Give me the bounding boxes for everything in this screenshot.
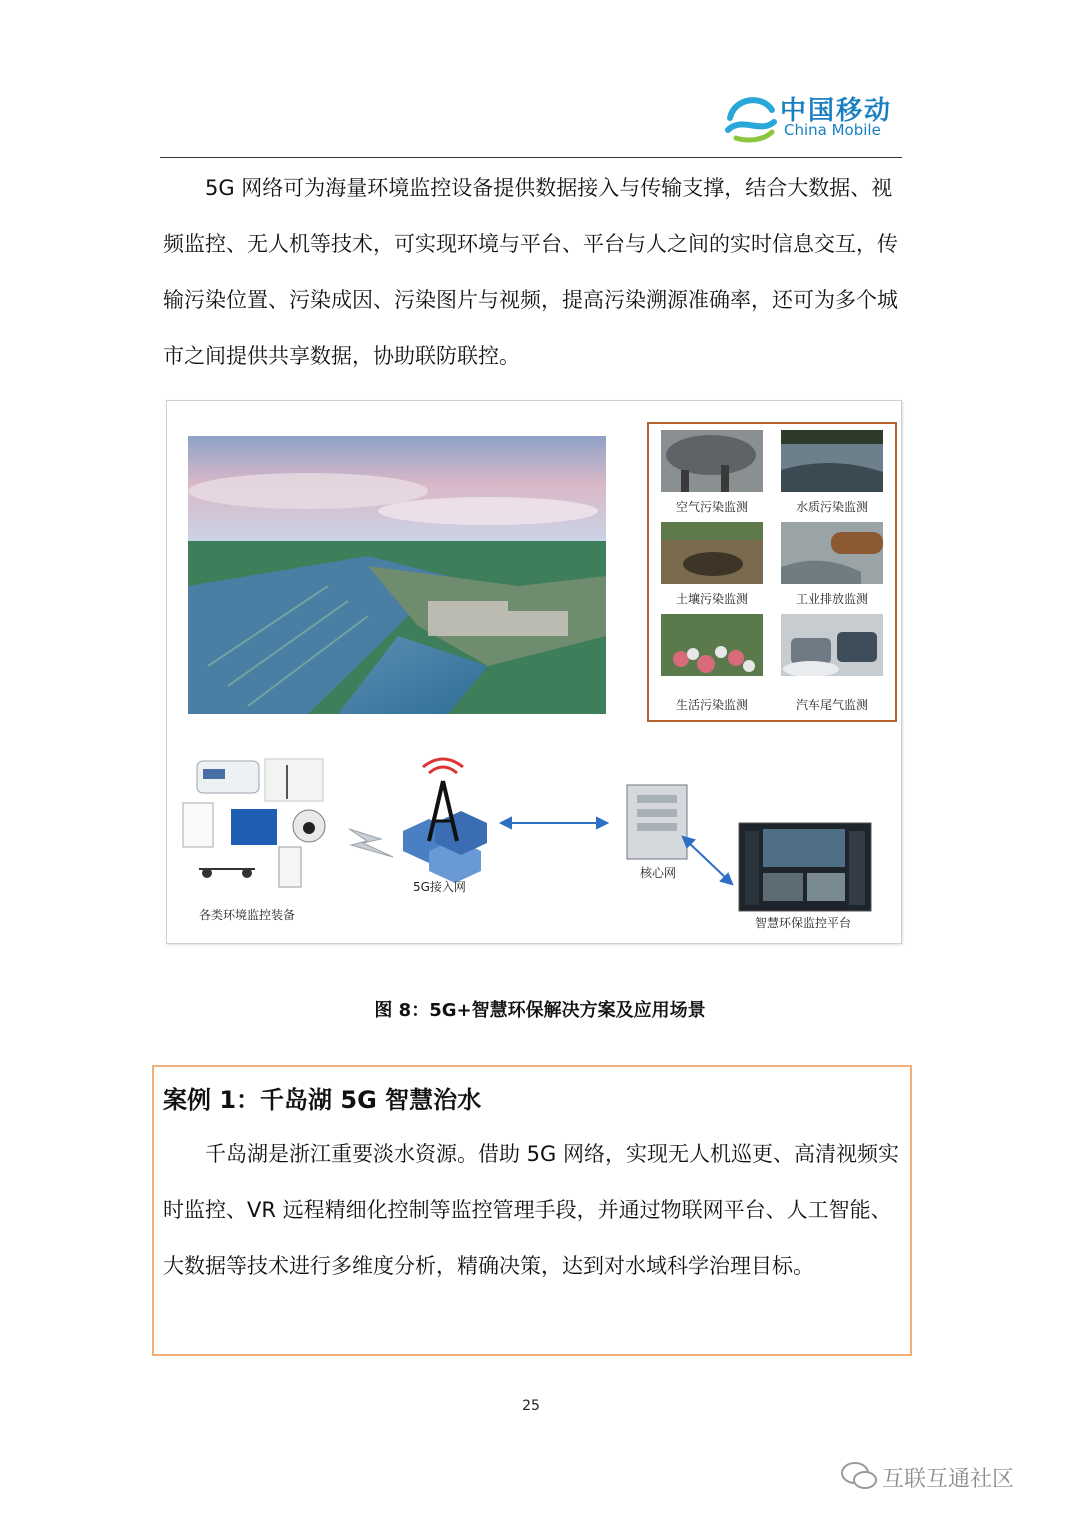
logo-chinese-text: 中国移动 (780, 96, 893, 126)
access-network-label: 5G接入网 (413, 880, 466, 894)
lake-aerial-photo (188, 436, 606, 714)
core-network-server-icon (627, 785, 687, 859)
wechat-icon (840, 1460, 878, 1492)
devices-label: 各类环境监控装备 (199, 908, 296, 922)
figure-caption: 图 8：5G+智慧环保解决方案及应用场景 (374, 1000, 706, 1021)
intro-paragraph: 5G 网络可为海量环境监控设备提供数据接入与传输支撑，结合大数据、视频监控、无人机等技术，可实现环境与平台、平台与人之间的实时信息交互，传输污染位置、污染成因、污染图片与视频，提高污染溯源准确率，还可为多个城市之间提供共享数据，协助联防联控。 (163, 176, 898, 368)
intro-paragraph-block (163, 160, 908, 384)
core-network-label: 核心网 (640, 866, 677, 880)
page-number: 25 (522, 1398, 540, 1414)
vehicle-exhaust-photo (781, 614, 883, 676)
header-divider (160, 157, 902, 158)
pollution-label-soil: 土壤污染监测 (675, 592, 748, 606)
monitoring-platform-screen-icon (739, 823, 871, 911)
watermark-text: 互联互通社区 (882, 1467, 1015, 1492)
case-study-body: 千岛湖是浙江重要淡水资源。借助 5G 网络，实现无人机巡更、高清视频实时监控、VR 远程精细化控制等监控管理手段，并通过物联网平台、人工智能、大数据等技术进行多维度分析，精确决策，达到对水域科学治理目标。 (163, 1142, 899, 1278)
pollution-label-household: 生活污染监测 (675, 698, 748, 712)
pollution-label-air: 空气污染监测 (675, 500, 748, 514)
household-pollution-photo (661, 614, 763, 676)
platform-label: 智慧环保监控平台 (755, 916, 852, 930)
pollution-label-exhaust: 汽车尾气监测 (795, 698, 868, 712)
air-pollution-photo (661, 430, 763, 492)
water-pollution-photo (781, 430, 883, 492)
industrial-emission-photo (781, 522, 883, 584)
solution-figure (166, 400, 902, 944)
monitoring-devices-icon (183, 759, 325, 887)
pollution-monitoring-panel (647, 422, 897, 722)
soil-pollution-photo (661, 522, 763, 584)
case-study-title: 案例 1：千岛湖 5G 智慧治水 (163, 1086, 482, 1114)
pollution-label-water: 水质污染监测 (795, 500, 868, 514)
5g-tower-icon (403, 759, 487, 883)
logo-english-text: China Mobile (784, 121, 881, 139)
pollution-label-industrial: 工业排放监测 (795, 592, 868, 606)
case-study-body-block (163, 1126, 908, 1294)
